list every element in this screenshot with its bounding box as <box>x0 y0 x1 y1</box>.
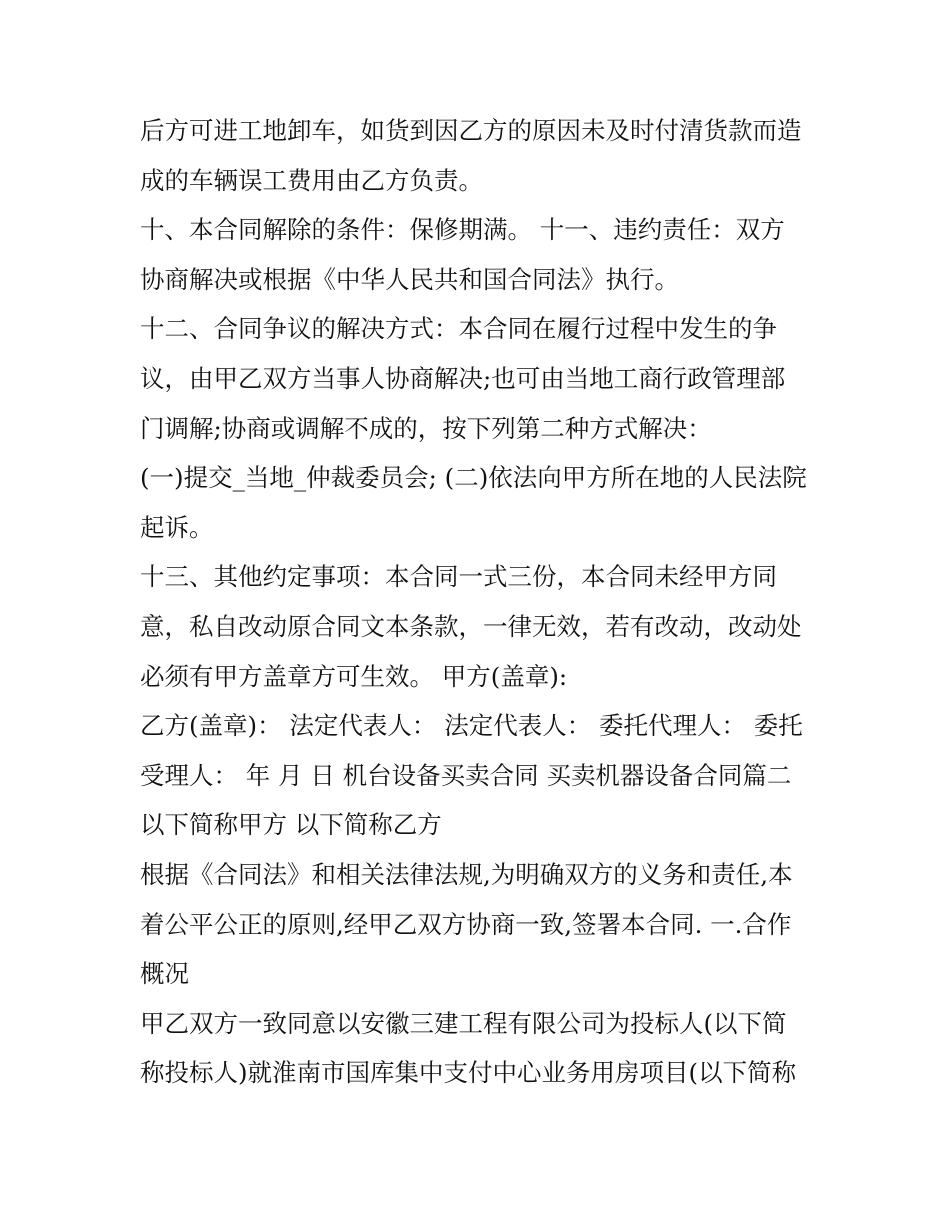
text-line-18: 概况 <box>140 959 189 989</box>
document-body <box>140 106 820 1098</box>
text-line-16: 根据《合同法》和相关法律法规,为明确双方的义务和责任,本 <box>140 859 793 889</box>
text-line-3: 十、本合同解除的条件：保修期满。 十一、违约责任：双方 <box>140 215 785 245</box>
text-line-19: 甲乙双方一致同意以安徽三建工程有限公司为投标人(以下简 <box>140 1008 787 1038</box>
text-line-15: 以下简称甲方 以下简称乙方 <box>140 810 442 840</box>
text-line-20: 称投标人)就淮南市国库集中支付中心业务用房项目(以下简称 <box>140 1058 797 1088</box>
text-line-10: 十三、其他约定事项：本合同一式三份，本合同未经甲方同 <box>140 562 777 592</box>
text-line-11: 意，私自改动原合同文本条款，一律无效，若有改动，改动处 <box>140 611 802 641</box>
text-line-5: 十二、合同争议的解决方式：本合同在履行过程中发生的争 <box>140 314 777 344</box>
text-line-4: 协商解决或根据《中华人民共和国合同法》执行。 <box>140 264 679 294</box>
text-line-14: 受理人： 年 月 日 机台设备买卖合同 买卖机器设备合同篇二 <box>140 760 792 790</box>
text-line-13: 乙方(盖章)： 法定代表人： 法定代表人： 委托代理人： 委托 <box>140 711 803 741</box>
text-line-6: 议，由甲乙双方当事人协商解决;也可由当地工商行政管理部 <box>140 363 786 393</box>
text-line-1: 后方可进工地卸车，如货到因乙方的原因未及时付清货款而造 <box>140 116 802 145</box>
text-line-2: 成的车辆误工费用由乙方负责。 <box>140 165 483 195</box>
text-line-9: 起诉。 <box>140 512 214 542</box>
text-line-17: 着公平公正的原则,经甲乙双方协商一致,签署本合同. 一.合作 <box>140 909 792 939</box>
text-line-12: 必须有甲方盖章方可生效。 甲方(盖章): <box>140 661 568 691</box>
text-line-7: 门调解;协商或调解不成的，按下列第二种方式解决： <box>140 413 712 443</box>
text-line-8: (一)提交_当地_仲裁委员会; (二)依法向甲方所在地的人民法院 <box>140 463 807 493</box>
